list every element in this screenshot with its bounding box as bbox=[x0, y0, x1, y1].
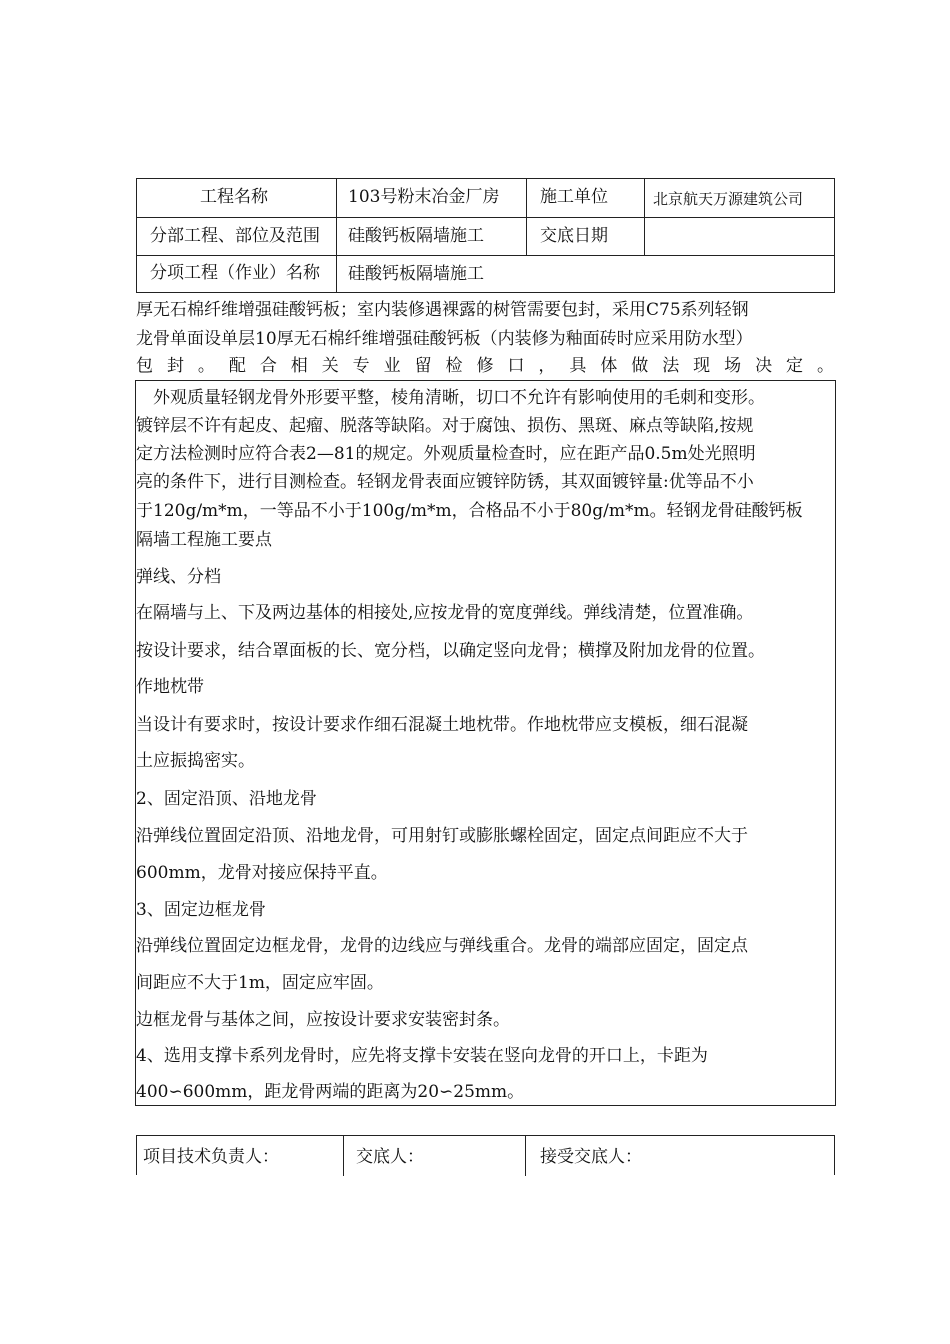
content-line: 在隔墙与上、下及两边基体的相接处,应按龙骨的宽度弹线。弹线清楚，位置准确。 bbox=[136, 603, 754, 623]
receiver-signature: 接受交底人： bbox=[540, 1147, 642, 1167]
column-divider bbox=[336, 179, 337, 293]
column-divider bbox=[526, 179, 527, 255]
content-line: 亮的条件下，进行目测检查。轻钢龙骨表面应镀锌防锈，其双面镀锌量:优等品不小 bbox=[136, 472, 754, 492]
project-name-label: 工程名称 bbox=[200, 187, 268, 207]
section-heading: 2、固定沿顶、沿地龙骨 bbox=[136, 789, 317, 809]
subproject-value: 硅酸钙板隔墙施工 bbox=[348, 226, 484, 246]
content-line: 沿弹线位置固定边框龙骨，龙骨的边线应与弹线重合。龙骨的端部应固定，固定点 bbox=[136, 936, 748, 956]
content-line: 4、选用支撑卡系列龙骨时，应先将支撑卡安装在竖向龙骨的开口上，卡距为 bbox=[136, 1046, 708, 1066]
content-line: 隔墙工程施工要点 bbox=[136, 530, 272, 550]
content-line: 镀锌层不许有起皮、起瘤、脱落等缺陷。对于腐蚀、损伤、黑斑、麻点等缺陷,按规 bbox=[136, 416, 754, 436]
tech-lead-signature: 项目技术负责人： bbox=[143, 1147, 279, 1167]
content-line: 外观质量轻钢龙骨外形要平整，棱角清晰，切口不允许有影响使用的毛刺和变形。 bbox=[136, 388, 765, 408]
content-line: 400∽600mm，距龙骨两端的距离为20∽25mm。 bbox=[136, 1082, 525, 1102]
intro-line-3: 包封。配合相关专业留检修口，具体做法现场决定。 bbox=[136, 356, 836, 376]
content-line: 当设计有要求时，按设计要求作细石混凝土地枕带。作地枕带应支模板，细石混凝 bbox=[136, 715, 748, 735]
construction-unit-value: 北京航天万源建筑公司 bbox=[653, 190, 804, 208]
intro-line-2: 龙骨单面设单层10厚无石棉纤维增强硅酸钙板（内装修为釉面砖时应采用防水型） bbox=[136, 329, 753, 349]
content-line: 按设计要求，结合罩面板的长、宽分档，以确定竖向龙骨；横撑及附加龙骨的位置。 bbox=[136, 641, 765, 661]
content-line: 土应振捣密实。 bbox=[136, 751, 255, 771]
content-line: 沿弹线位置固定沿顶、沿地龙骨，可用射钉或膨胀螺栓固定，固定点间距应不大于 bbox=[136, 826, 748, 846]
column-divider bbox=[525, 1136, 526, 1176]
content-line: 边框龙骨与基体之间，应按设计要求安装密封条。 bbox=[136, 1010, 510, 1030]
section-heading: 弹线、分档 bbox=[136, 567, 221, 587]
column-divider bbox=[343, 1136, 344, 1176]
disclosure-date-label: 交底日期 bbox=[540, 226, 608, 246]
content-line: 间距应不大于1m，固定应牢固。 bbox=[136, 973, 384, 993]
section-heading: 3、固定边框龙骨 bbox=[136, 900, 266, 920]
content-line: 600mm，龙骨对接应保持平直。 bbox=[136, 863, 388, 883]
subproject-label: 分部工程、部位及范围 bbox=[150, 226, 320, 246]
row-divider bbox=[137, 255, 834, 256]
row-divider bbox=[137, 217, 834, 218]
construction-unit-label: 施工单位 bbox=[540, 187, 608, 207]
subitem-value: 硅酸钙板隔墙施工 bbox=[348, 264, 484, 284]
content-line: 定方法检测时应符合表2—81的规定。外观质量检查时，应在距产品0.5m处光照明 bbox=[136, 444, 756, 464]
content-line: 于120g/m*m，一等品不小于100g/m*m，合格品不小于80g/m*m。轻钢龙骨硅酸钙板 bbox=[136, 501, 803, 521]
column-divider bbox=[644, 179, 645, 255]
intro-line-1: 厚无石棉纤维增强硅酸钙板；室内装修遇裸露的树管需要包封，采用C75系列轻钢 bbox=[136, 300, 749, 320]
section-heading: 作地枕带 bbox=[136, 677, 204, 697]
subitem-label: 分项工程（作业）名称 bbox=[150, 263, 320, 283]
discloser-signature: 交底人： bbox=[356, 1147, 424, 1167]
project-name-value: 103号粉末冶金厂房 bbox=[348, 187, 500, 207]
